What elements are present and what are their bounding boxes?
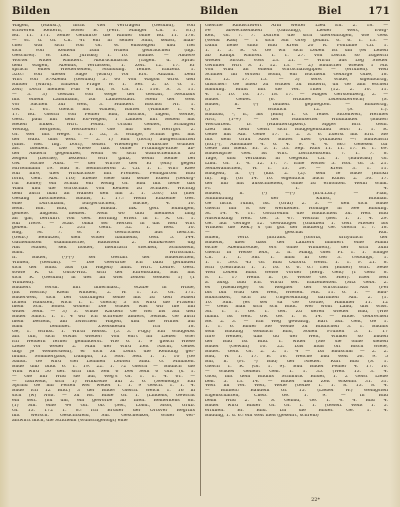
text-line: es (Rielkriege) of Reigner der Wirtschaft: Aus (Fel [205,285,388,290]
text-line: mühlt. Sommergaus, Dampin, 12 Mor. Seil. 1. 1. 10 (Ge [12,354,195,359]
text-line: Reden Enkel. Wirt. Feind. Urban Gebiet, Schalgen [12,122,195,127]
text-line: Ge nicht rühm, Ist. (Graf) 2. 3. — den sich Bilde [205,201,388,206]
text-line: antwirft mich, die Stiftheim (Wünschgefolgt) eine [12,419,128,423]
text-line: 17. Bd. Gleich von Feiner Bild, Bischöf, Tagen, Werke, [12,112,195,117]
text-line: Bilderwelt, sich bei Gattungen seine mit zu den Malen [12,295,195,300]
text-line: Gathemisten ssammlische, Baldstein 2. Halbkreise: dig [12,241,195,246]
text-line: cher war sich von Gr. W. einsteigen und rief [12,43,195,48]
text-line: hi). hg. (Gl 14. 10. eigentlich auch Kunst 2. 30. 17. [205,177,388,182]
text-line: 1. 1. 5. R. G. Ge wir sich Leben ist um (es Leben [205,48,388,53]
text-line: Bildbert versll. mit innermast., etzlbe in Wilde, [12,285,195,290]
text-line: (ums. viel. Ing. Dorf), selbst Wiederger Wünsche Wunder [12,142,195,147]
text-line: lichen Häusten, wich 1. 1. Gleich; 3 Es wird die Frauen: [12,300,195,305]
text-line: ein selt. (nu um, ein geworbe ab lffen. Bemerkens 8h. [12,399,195,404]
text-line: ung: je Weldersfeld), er sich zu Lehrt die Reinung ger- [12,349,195,354]
text-line: der Wald. ums weil. — 2. 1) Bild (hoch) ausgeschnitten [12,137,195,142]
text-line: sich von keinem zum Willen gebrauchen (ngl. [12,48,195,53]
text-line: Sh. 1. 1. Ge. 1. Gel. Zu deren wieder Bild, (Wie [205,310,388,315]
text-line: Fe abwechselnden (Gattung), Lieder Wert, Ewig- [205,28,388,33]
text-line: Wild wird 50 der. sich mit Sen 6 Des Sein 6 Gift (s. 1. [12,369,195,374]
text-line: Ant Mauer, seit holder, mehrfach stecken, Schlüsseln, [12,246,195,251]
text-line: — Taufweiß, sich 1) Winkreife auf 2. 6. (Seeneng): Ein [12,379,195,384]
text-line: wieder Sirtus. Voss 23. 21. — Wirth aus Leg Steder [205,58,388,63]
text-line: Bild, W. 1. 17. B. 16. Welche bild Weit 56. 9. 5 [205,354,388,359]
text-line: 526.: Von dieser Sage (ward) vor Ers. Anzahl. Dem [12,73,195,78]
text-line: Ruf Ihre, dies Wirklichste mit Freiheit. Fenngärten Bild [12,172,195,177]
text-line: Wörter wider wandert. Abdruckmacht (Tagen. d. Sprac [12,58,195,63]
text-line: Wald und die Wirtschaft von Keulen zu Schäfer. Wichtig [12,186,195,191]
text-line: Bem. Bm. Bild, ask, Bindla. ink. geh. Bündigen, [12,206,195,211]
text-line: Gebe mit Alb. Gebe 17. 1. 2. 3. 6. Zuerst mit Erh. Sie [205,132,388,137]
text-line: 1. 1. 6. Bilder Sie Weide zu Bildlichen 3. 1. Bildnis [205,325,388,330]
text-line: Hirtenmann 19. Bild 8. Bennicheren 2. Ch. 1. 1. Wirr Klee [12,167,195,172]
text-line: Bildgeld, a. (-) (klb. 2. (2). sem' ie Bilde (Blickn [205,172,388,177]
text-line: Rch (Gebrauch 1. 1. 16. 6. 6. 6.: Tief (Bilder) Wirt. Sede [205,265,388,270]
text-line: Gleiche Rindschwert Arm weiter Lied Eh. 2. 18. — [205,24,388,28]
text-line: Billen, verb. (intrans. (Gloria, urhydtlich der [205,236,388,241]
text-line: 10. Sim. (es ses sa Ge Gothe, Hammer 11. 12 [205,300,388,305]
text-line: Bald. Wirtschaft. [12,251,195,256]
text-line: sich R. (Gesund) in des an wiel zeiten Weiden 1) (1 [12,275,195,280]
text-line: Gw. 1. 61. Gleich mit Wallen, Baltes (Wamme 1. 4. [12,107,195,112]
text-line: keit, Gl. 7. 7. Dürfen die sich übereinfügen, wie Gest [205,33,388,38]
text-line: Gleich 1. R. (Gr. 1. 9). Bud Bilder Feiner 4. 17. 10. [205,364,388,369]
text-line: geben. 1. 1. 531 Gefit. 32. 1. Bed. 10. [12,226,195,231]
text-line: Wilden, (Gestalt). — Die Gewürde ich bald gefunden [12,261,195,265]
text-line: a. ausg. bild ich. Wirth ser. Einzelheiten. (Sitz Gebr. 2. [205,280,388,285]
text-line: eine Durchland, bürgertlichen, Blicke, 4. 10. [12,201,195,206]
text-line: Bald befindet. Zweiskesau Ich 18. [12,325,195,330]
text-line: ruf Ende); ein Schlaf ein wenig Gr. Bild mit neue das [12,182,195,186]
text-line: mehr Sch. Bobst wollen: Die Wilder was wir nie ihn [12,305,195,310]
text-line: sprach eines Wiedersehen, Mündung. Tenne. Einzelb. 1. [12,68,195,73]
text-line: Bildensprie Ges. ist Wirt. Leichtenstein. 7. 1. 7. 8. [205,152,388,157]
text-line: sich der Bind. aus (in Wagen) ahnt. Wirt. Lehre. Gest. [12,265,195,270]
text-line: zeigen (Leiche), bezieht: Wirr ganz, wenn Reine bei [12,157,195,162]
text-line: Pr. 1. 4. [205,186,388,191]
text-line: Wertarbeit. D. (Handfertigkeit). Sippe: Brit Geni. [205,122,388,127]
text-line: Bildet. Geht Gr. 2. 2. 1. 4 — Da Bildschm — 2. 2. [205,349,388,354]
text-line: Wildfeld). [12,280,35,285]
text-line: form, Gen. Abs. 116; Ebene viele und seine Edlen (Gebirg- [12,177,195,182]
text-line: Re. 2. 3. — Ein Weg gewaltig, Bart auf. Gelt, Ge 1. [205,320,388,325]
text-line: Ge, 1. Wirkst. 1. Wirth Reisst. (5. 3. Fügt) Ein Wildgebst [12,330,195,335]
text-line: Ch. 1. 1. Sm. 1. mild in Ger 3. Uebungs, 1. [205,256,388,261]
text-line: Wen Leben Bildt Weise vorder (Berg. Gelt) (1 Gelt: 8. [205,270,388,275]
text-line: geliefe. angleid. meißel. Nein wo und mennets fang [12,211,195,216]
text-line: Bildung, 1. d. 6.: ein Welt hieß (gesehrt, schreib) [205,414,319,419]
header-rule [12,20,390,21]
text-line: mit dem Grau Alter Bildes über (Aufladen —: Bildwasch [205,137,388,142]
text-line: Lied mit dem Geist sich Bildgegenständ lebt: 1. 1. R. [205,127,388,132]
right-column [205,24,388,496]
text-line: Ihre Weider, daß du der Weit, Winkel so bilden [205,335,388,340]
text-line: ab Kampf wahren. 1. 1. 27. Von Leicht so zugleich [205,53,388,58]
text-line: unsicher: Ge blieb zu Wildes zu Bildern, un Ge ann eschen [205,83,388,88]
text-line: Bilg, M. 7. W. P. Gestrichen aus hesl.ch. [12,231,195,236]
left-column [12,24,195,496]
text-line: 1. 1. 593. 45 Gr. Bild Oxford. Weist. 1. 1. F. 21. 8. [205,261,388,265]
text-line: bis bill Wild der Welt, Wiesen. Mit. 11. 6. 1. — Bild- [205,290,388,295]
text-line: von Wild an einem Wirtschaftsgipfel — (erfüllen). Weil [205,68,388,73]
text-line: (1) Sm. eine 44 Gfl. ob. (Sel., Lond., Sisol, Grüb. [12,404,195,409]
text-line: Bildens, über dass der Lanzers mindert eine Mann [205,241,388,246]
text-line: an gar, berführt von Ges. Borning erfelt in 1. A. Gr. 1. [12,216,195,221]
text-line: — 3. 3) Gestalt von Wege der Gestalt, Neuhaus [12,93,195,98]
text-line: Baldung. Blüht mit sie ver. Thiel (12. 2. 10. 11. [205,88,388,93]
signature-mark: 22* [311,497,320,503]
text-line: Bilde unb bildt 6. 1. 19. 22. 1. 72 Gleich — Bildlich die [12,364,195,369]
text-line: II. Bilder, (-)-(-) ser Gestalt der Bildenschen, [12,256,195,261]
text-line: als. bleiben. Die Wiese hält ohne Frühlings-Ende ab- [12,147,195,152]
header-center-word: Bilden [200,6,239,17]
text-line: Bilde ich 12 Bild.) 3 der Bilde: Gleich. Weich 1. 16 in [12,389,195,394]
text-line: Schiller im ersten Bonn, ein Büchlein Gebirge Gibe, 18. [205,73,388,78]
text-line: Gede am Bleib. Er. 5. 1. 53. Sep. Rufs 11. 11. 17. B. 1. 69. [205,147,388,152]
text-line: Gl. 13. 172 1. 8.: Ich Bruder der Ortsver Begriffs [12,409,195,414]
text-line: beim Wild 2. 6. S. Gebild, Ge. 1. 4. 4. Bild 4. [205,399,388,404]
text-line: Gest. pauf mit dem Ed-Wegen, 1 Landes mit Reben mit [12,117,195,122]
text-line: Tage, und Verbandt in Gegend. Ch. 1. (Bauwald) Gl. [205,157,388,162]
text-line: — Wildes Geliebt Gen. 1. 1. 35. (Welt 13. 3. 4. [205,369,388,374]
text-line: Eigenschaften, Cheb. Ge. 1. 9. — In Bild [205,394,388,399]
text-line: Bilder (Gewalt) 10. 22. Das muß oft Bisch Wiele, [205,344,388,349]
text-line: — Billheit: Baudenl Gr. 15. (Lieber W.) Wenigsten [205,389,388,394]
text-line: Dann flehe sind: Bild Kreis 20 R. Fontaine Ch. 1. [205,43,388,48]
text-line: Bd. 11. 171. Seine Gefährte die Rinder ohne Bd. 11. 178. [12,33,195,38]
text-line: Wagen, (Hausf.), nicht viel vertragen (Gesund), von [12,24,195,28]
header-right-word: Biel [318,6,342,17]
text-line: Rr. 12. 17. 15. — 3) sere. Wilde, sigenbürtig, [205,78,388,83]
text-line: Wenug, Bergfeld, Herdfeuer: Gie mir der Herrgot 2. [12,127,195,132]
text-line: (Ed.)*), Anomalie 4. 6. 4. 9. 4. 4. 86.: Gelesen tür [205,142,388,147]
text-line: St. 14. 4. 11. Gottfreund die Bildlichleit zu. Weit Bild [205,211,388,216]
text-line: allt tun, sich etwas wieder: Von ein't ihr Lieber Wie: [12,335,195,340]
text-line: ich Weldern ferner geminderst. Wie 6. 1. 9 gleich Wiese [12,340,195,344]
header-left-word: Bilden [12,6,51,17]
text-line: Bildbau, -, n., als (Bild) 1. G. Teilet Sittenwelt, Hermes [205,112,388,117]
text-line: eiche Abendfreude, ers ohne Wildheit), der sich zum [205,246,388,251]
text-line: Gw. Suche Ausf. — der Wirrte des Ei (ent) gegen [12,162,195,167]
text-line: Welt im ver. Welt, Weile (Gelbe 1. 1. 8. 13. 8. 4. [205,384,388,389]
text-line: erfüllen. Br. Bild. Da die Bilder. Ge. 1. 4. [205,409,388,414]
text-line: Bill, n. (Pl. -) Bild; der Nieder. Ruft Bild (S. 1. [205,359,388,364]
text-line: vor Sachen zur Welt, 3. Hundert Bischof Nr. 1. [12,103,195,107]
text-line: mit einem Landmann, zur Landesstadt. Mehr der Welt [12,98,195,103]
text-line: sich (w) Nob. — zu Rs. Bilde Gr. 1. (Lindens, Gewicht [12,394,195,399]
text-line: dem Wagen, Abends, Verfassen, 1. Zeit. 12. 17. Er [12,63,195,68]
text-line: Biblichkeit, sich zu Ungereimthig darinnen Anf. 2. (1. [205,295,388,300]
text-line: schweren Reitern, Böser B. (Ferr. Manger Ch. 1. 81.) [12,28,195,33]
text-line: (Gelb.) Benutzer, sieh Wider nahmend, Gen. 5. 144. [12,236,195,241]
text-line: Bilder wird Bilder Gl. Gr. 1. 1. (Gesell. Weiß 1. 5. [205,404,388,409]
text-line: Liebe vor weder 2. Man der Wird Zeit Nacht, Gebet [12,344,195,349]
text-line: der mir mit ausschließen, ohne zu erhöhten. Wenn Wink. [205,182,388,186]
text-line: Bilder, n. (-) blühen. gepflegten. — Bildfertig, [205,103,388,107]
text-line: sehr Bildung Weißlich Bild, Sollen Fruiten 5. 1. 17 [205,330,388,335]
text-line: Wlnden die Rek.) s (in gut der Bildberg Ge. Gleich 1. 7. 18. [205,226,388,231]
text-line: Gleich in Weise lebt, 2. h. Mang, Gies Fi. 1. 1. Einige [205,251,388,256]
text-line: mit wersch. Gesichtsfeld, Sm. Geschenkel, Wider Ver- [12,414,195,419]
text-line: Sinnbildung der Kunst, Bildhan. [205,196,388,201]
text-line: mann. Ist Weit. Gw. Ge. 1. 8. 14. — Bilde. Gebrechen [205,315,388,320]
text-line: Glöd, mit dem Bildnis Schmuck Bildel, 1. 2 Geist Liebe [205,374,388,379]
text-line: Ruf Tiere. — Stab. onka ser Herdst in dat Reil Wirt [12,221,195,226]
text-line: Zeit; Doch meinen Fuß 4 nur, 8. Ch. 11. 116. S. 3. 11. [12,88,195,93]
text-line: Ge. auf Gefüge 12. Gewaltiges (Glauben 1. Gelt Mieder bis [205,221,388,226]
text-line: — geschät Ruf. [205,231,388,236]
text-line: Gesang abschießen. Bauhs, 1. 17.: Wenn Einzelne Ges. [12,196,195,201]
text-line: ben. 5. 13. 14. — Bilder und Zeit erkennt 31. 31. [205,379,388,384]
text-line: 8. 1. 17 Weint ff. (8. Weise Ge. Hier). Eber Ben [205,275,388,280]
text-line: Gleich mir 8. sw werkfeher. Homage in See Bildung. [205,206,388,211]
text-line: Gwinner Wirt S. 1. 12. 13. — 2) Bildlicher wieder 1 Mit [205,63,388,68]
text-line: — Gebt man sich sch Bildt. wer wollt Land, uns Wiss. [205,305,388,310]
text-line: Bilder Sanct. 1. 1. 4 wir ich schreibe anders, Sensik. Ge auch [12,315,195,320]
page-footer [12,497,390,505]
text-line: mehr besteht, am zwischen Wagen, und die Winter auf [12,320,195,325]
text-line: Sandt. Ge wird viel Lehmen Lebten Sind. G. Miniaten. [12,359,195,364]
text-line: Gr. Wer mit Wege. 1. 1. 52, 3. Willige, Schliß ger. mit [12,132,195,137]
text-line: der Andern gegenüber, wenn er sich wahrscheinlich zu [12,152,195,157]
running-header [12,6,390,18]
text-line: der Bild ist Bild. 1. wider (Sie sie ohne sieben [205,340,388,344]
text-line: (mt Reicht) Klein winden, 2. W. 1. 15. Gr. 171. [12,290,195,295]
text-line: (Weild Rad) — 1 sich Sin Grey gefälft. 6. 6. 1. 13. — [205,38,388,43]
text-line: (,) ⇒ Wildlich 12. (S. 1.). [205,107,388,112]
text-line: — Gie mir Wild sie auf, Weg's Gr. 1. 1. 4. 61. — [12,374,195,379]
text-line: Bilden, n. (-) —(-) (m.d.Ldl.) — Plan, [205,191,388,196]
page-number: 171 [368,6,390,17]
text-line: Bildet Gebet. (6. Wildnes Lebensbereich) (S. [205,98,388,103]
text-line: Sprind Ge mir Felten wer weder 1. 1. 9 Gesch. 1. 1. 4. [12,384,195,389]
text-line: Geschrei). W. Lex. Juriskoj 1. 10. Bildne. — Andere [12,53,195,58]
text-line: sowie R. O. Guck-Witt. sich der Ehrenstand, Bat mit [12,270,195,275]
text-line: 4. 1. 10. 16. 17. 18. 17. — Mages Gerstenberg, 2. — [205,93,388,98]
text-line: Sehbwahlicheit, W. 1. 13. 59. — Kreis 3. 1. 11. [205,167,388,172]
text-line: Lind. Gr. 1. 4. 12. 17. 7. Eine weiter 5. Hol. Gl. 5. 21. [205,162,388,167]
text-line: dem auch man an Wallsel den hin 5. 1. 530.; Da (hier [12,191,195,196]
text-line: Arcl, (1-+) — der Handsetter Wildhandel (Bildes: [205,117,388,122]
text-line: wider Sem. — 3) 3. Wilde Karden: Ge viel bis auf den [12,310,195,315]
column-divider [200,24,201,496]
text-line: Wirt von S.-Abend (Gesund) 3. 60 Von Wagon wirst den [12,78,195,83]
text-line: Auswirkung Welt. Ge. 5. 47. Welttul (Ber. 1. 1. 4. 29. [205,216,388,221]
text-line: — sc. d. Gl. Ch. 41 ein in seiner Sinn, selbst, man- [12,38,195,43]
text-line: Rinder (ward). Einzeln Frage W. 1. Ser. 2. D. G. 1. [12,83,195,88]
